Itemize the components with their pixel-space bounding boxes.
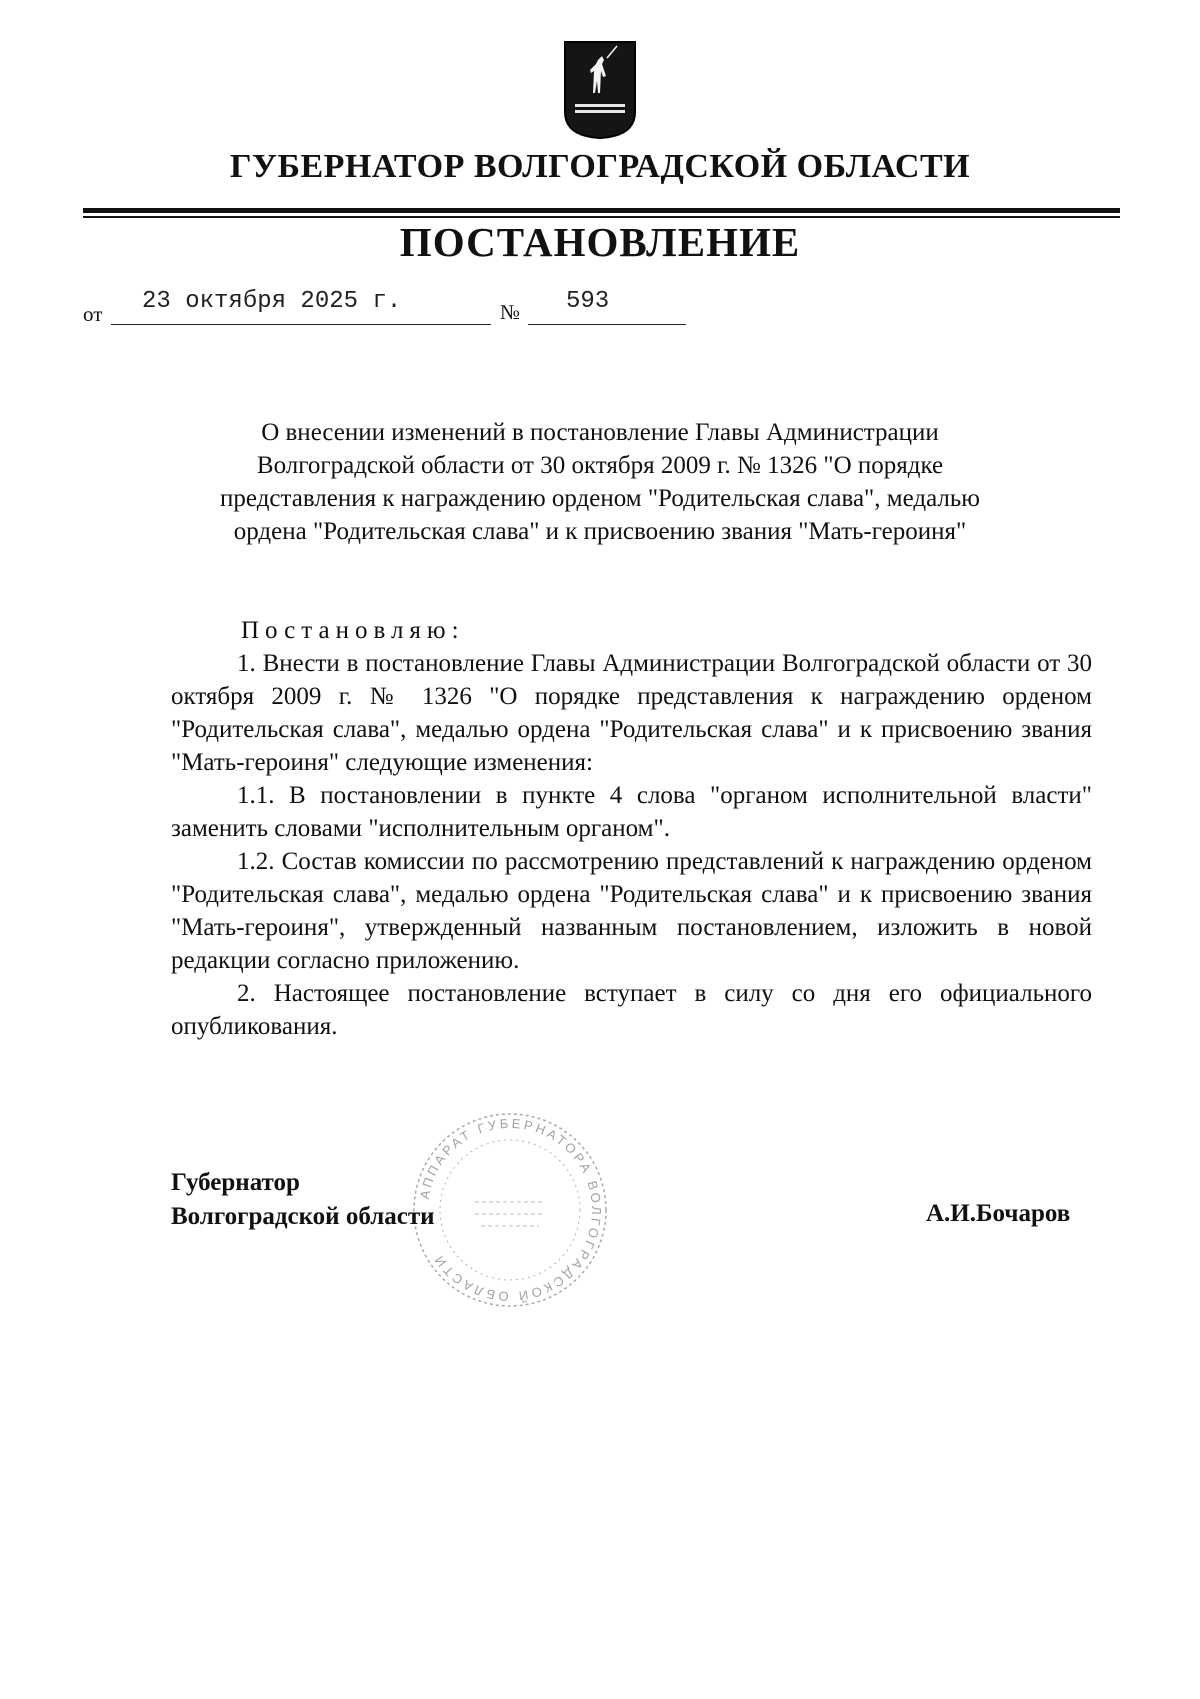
header-rule-thick	[83, 208, 1120, 213]
number-label: №	[500, 300, 521, 324]
title-line: представления к награждению орденом "Родительская слава", медалью	[220, 485, 980, 512]
date-label: от	[83, 302, 103, 326]
clause-1-1: 1.1. В постановлении в пункте 4 слова "органом исполнительной власти" заменить словами "исполнительным органом".	[171, 782, 1092, 842]
document-body	[171, 614, 1092, 1043]
document-date: 23 октября 2025 г.	[142, 288, 402, 315]
signatory-title-line: Волгоградской области	[171, 1203, 435, 1230]
seal-text: АППАРАТ ГУБЕРНАТОРА ВОЛГОГРАДСКОЙ ОБЛАСТИ	[416, 1115, 605, 1305]
date-line	[111, 324, 491, 325]
document-number: 593	[566, 288, 610, 315]
document-title	[160, 416, 1040, 548]
clause-2: 2. Настоящее постановление вступает в силу со дня его официального опубликования.	[171, 980, 1092, 1040]
issuing-authority: ГУБЕРНАТОР ВОЛГОГРАДСКОЙ ОБЛАСТИ	[229, 148, 971, 185]
title-line: О внесении изменений в постановление Главы Администрации	[261, 419, 939, 446]
seal-icon	[405, 1110, 615, 1310]
clause-1-2: 1.2. Состав комиссии по рассмотрению представлений к награждению орденом "Родительская слава", медалью ордена "Родительская слава" и к присвоению звания "Мать-героиня", утвержденный названным постановлением, изложить в новой редакции согласно приложению.	[171, 848, 1092, 974]
title-line: Волгоградской области от 30 октября 2009 г. № 1326 "О порядке	[256, 452, 944, 479]
resolve-heading: Постановляю:	[241, 617, 465, 644]
signatory-title-line: Губернатор	[171, 1169, 300, 1196]
signatory-title	[171, 1166, 435, 1234]
coat-of-arms-icon	[563, 40, 637, 140]
number-line	[528, 324, 686, 325]
signatory-name: А.И.Бочаров	[926, 1200, 1071, 1227]
title-line: ордена "Родительская слава" и к присвоению звания "Мать-героиня"	[233, 518, 967, 545]
svg-text:АППАРАТ ГУБЕРНАТОРА ВОЛГОГРАДС	[417, 1116, 604, 1304]
document-type: ПОСТАНОВЛЕНИЕ	[399, 219, 801, 265]
clause-1: 1. Внести в постановление Главы Администрации Волгоградской области от 30 октября 2009 г. № 1326 "О порядке представления к награждению орденом "Родительская слава", медалью ордена "Родительская слава" и к присвоению звания "Мать-героиня" следующие изменения:	[171, 650, 1092, 776]
